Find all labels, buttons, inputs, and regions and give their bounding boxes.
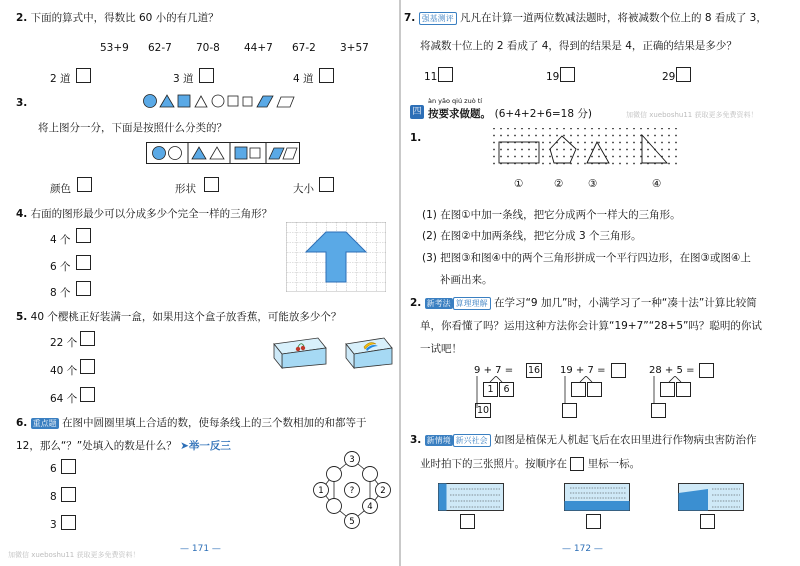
eq-op: =: [597, 365, 606, 376]
q5-question: [16, 309, 341, 324]
figure-label: ①: [514, 178, 524, 190]
eq-term: 9: [474, 365, 481, 376]
grid-dot: [514, 149, 516, 151]
q4-question: [16, 206, 272, 221]
q6-text-line1: 在图中圆圈里填上合适的数，使每条线上的三个数相加的和都等于: [61, 417, 367, 429]
grid-dot: [633, 156, 635, 158]
split-box[interactable]: [660, 382, 675, 397]
q7-option-label: 29: [662, 71, 676, 83]
s2-text-line2: 单，你看懂了吗？运用这种方法你会计算“19+7”“28+5”吗？聪明的你试: [420, 320, 762, 332]
s1-item: (1) 在图①中加一条线，把它分成两个一样大的三角形。: [422, 209, 681, 221]
q4-option-label: 8 个: [50, 287, 71, 299]
grid-dot: [591, 128, 593, 129]
s1-item: (2) 在图②中加两条线，把它分成 3 个三角形。: [422, 230, 642, 242]
q4-option-label: 4 个: [50, 234, 71, 246]
example-result-box: 16: [527, 365, 541, 376]
grid-dot: [661, 135, 663, 137]
grid-dot: [563, 142, 565, 144]
grid-dot: [521, 156, 523, 158]
figure-label: ④: [652, 178, 662, 190]
grid-dot: [507, 149, 509, 151]
grid-dot: [612, 163, 614, 165]
grid-dot: [584, 163, 586, 165]
banana-box-image: [344, 334, 394, 370]
grid-dot: [570, 135, 572, 137]
expression: 53+9: [100, 42, 129, 54]
grid-dot: [675, 149, 677, 151]
grid-dot: [549, 142, 551, 144]
expression: 67-2: [292, 42, 316, 54]
q4-arrow-grid-figure: [286, 222, 386, 292]
q2-text: 下面的算式中，得数比 60 小的有几道？: [30, 12, 219, 24]
drone-photo-1: [438, 483, 504, 511]
grid-dot: [577, 149, 579, 151]
s3-text-line1: 如图是植保无人机起飞后在农田里进行作物病虫害防治作: [493, 434, 757, 446]
grid-dot: [633, 128, 635, 129]
photo-order-box[interactable]: [586, 514, 601, 529]
q5-answer-box[interactable]: [80, 331, 95, 346]
grid-dot: [584, 149, 586, 151]
grid-dot: [493, 135, 495, 137]
grid-dot: [612, 149, 614, 151]
q7-text-line2: 将减数十位上的 2 看成了 4，得到的结果是 4，正确的结果是多少？: [420, 40, 737, 52]
split-box: 1: [483, 382, 498, 397]
eq-term: 7: [495, 365, 502, 376]
q6-option-label: 8: [50, 491, 57, 503]
grid-dot: [549, 135, 551, 137]
expression: 70-8: [196, 42, 220, 54]
q5-option-label: 22 个: [50, 337, 78, 349]
q3-option-label: 形状: [175, 183, 196, 195]
s3-number: 3.: [410, 434, 422, 446]
grid-dot: [661, 149, 663, 151]
grid-dot: [507, 156, 509, 158]
grid-dot: [675, 163, 677, 165]
equation-28-plus-5: [649, 365, 694, 376]
s2-text-line1: 在学习“9 加几”时，小满学习了一种“凑十法”计算比较简: [493, 297, 757, 309]
grid-dot: [598, 128, 600, 129]
grid-dot: [598, 156, 600, 158]
grid-dot: [605, 135, 607, 137]
s2-number: 2.: [410, 297, 422, 309]
q5-option-label: 64 个: [50, 393, 78, 405]
grid-dot: [577, 142, 579, 144]
grid-dot: [626, 128, 628, 129]
q6-text-line2: 12，那么“？”处填入的数是什么？: [16, 440, 177, 452]
grid-dot: [605, 128, 607, 129]
q7-option-label: 11: [424, 71, 438, 83]
q3-number: 3.: [16, 97, 28, 109]
grid-dot: [570, 149, 572, 151]
grid-dot: [542, 156, 544, 158]
section-pinyin: àn yāo qiú zuò tí: [428, 97, 483, 105]
grid-dot: [577, 163, 579, 165]
grid-dot: [493, 149, 495, 151]
grid-dot: [542, 142, 544, 144]
q5-option-label: 40 个: [50, 365, 78, 377]
grid-dot: [619, 163, 621, 165]
grid-dot: [500, 149, 502, 151]
q2-answer-box[interactable]: [319, 68, 334, 83]
grid-dot: [612, 156, 614, 158]
grid-dot: [556, 149, 558, 151]
photo-order-box[interactable]: [460, 514, 475, 529]
q3-answer-box[interactable]: [319, 177, 334, 192]
grid-dot: [563, 156, 565, 158]
grid-dot: [668, 163, 670, 165]
grid-dot: [654, 156, 656, 158]
figure-label: ③: [588, 178, 598, 190]
grid-dot: [661, 128, 663, 129]
grid-dot: [654, 128, 656, 129]
drone-photo-2: [564, 483, 630, 511]
eq-op: +: [664, 365, 674, 376]
grid-dot: [507, 135, 509, 137]
q4-answer-box[interactable]: [76, 255, 91, 270]
grid-dot: [577, 156, 579, 158]
s2-tag: 新考法: [426, 299, 451, 308]
grid-dot: [500, 135, 502, 137]
grid-dot: [654, 142, 656, 144]
s3-text-line3: 里标一标。: [587, 458, 641, 470]
s2-tag: 算理理解: [453, 297, 491, 310]
right-page: [404, 0, 800, 566]
grid-dot: [563, 128, 565, 129]
grid-dot: [626, 149, 628, 151]
expression: 3+57: [340, 42, 369, 54]
grid-dot: [542, 149, 544, 151]
grid-dot: [626, 135, 628, 137]
q2-answer-box[interactable]: [76, 68, 91, 83]
grid-dot: [654, 135, 656, 137]
q4-answer-box[interactable]: [76, 228, 91, 243]
q6-option-label: 3: [50, 519, 57, 531]
eq-op: =: [686, 365, 695, 376]
grid-dot: [626, 142, 628, 144]
grid-dot: [563, 149, 565, 151]
q3-answer-box[interactable]: [204, 177, 219, 192]
grid-dot: [675, 142, 677, 144]
split-box[interactable]: [676, 382, 691, 397]
grid-dot: [633, 135, 635, 137]
grid-dot: [521, 149, 523, 151]
q2-question: [16, 10, 219, 25]
q7-text-line1: 凡凡在计算一道两位数减法题时，将被减数个位上的 8 看成了 3，: [459, 12, 767, 24]
grid-dot: [549, 156, 551, 158]
q7-answer-box[interactable]: [560, 67, 575, 82]
grid-dot: [528, 128, 530, 129]
grid-dot: [647, 149, 649, 151]
s1-number: 1.: [410, 132, 422, 144]
grid-dot: [521, 135, 523, 137]
q7-number: 7.: [404, 12, 416, 24]
s3-text-line2: 业时拍下的三张照片。按顺序在: [420, 458, 567, 470]
grid-dot: [640, 128, 642, 129]
grid-dot: [535, 128, 537, 129]
grid-dot: [577, 135, 579, 137]
circle-label: ?: [349, 486, 355, 496]
ten-box[interactable]: [651, 403, 666, 418]
grid-dot: [605, 142, 607, 144]
q6-option-label: 6: [50, 463, 57, 475]
grid-dot: [668, 142, 670, 144]
grid-dot: [535, 135, 537, 137]
answer-box[interactable]: [699, 363, 714, 378]
split-box[interactable]: [571, 382, 586, 397]
grid-dot: [598, 149, 600, 151]
expression: 44+7: [244, 42, 273, 54]
section-title: 按要求做题。: [428, 108, 491, 120]
q3-option-label: 颜色: [50, 183, 71, 195]
grid-dot: [535, 156, 537, 158]
q4-text: 右面的图形最少可以分成多少个完全一样的三角形？: [30, 208, 273, 220]
ten-box: 10: [476, 405, 490, 416]
grid-dot: [528, 149, 530, 151]
inline-box-icon: [570, 457, 584, 471]
s3-tag: 新情境: [426, 436, 451, 445]
grid-dot: [619, 142, 621, 144]
eq-term: 7: [587, 365, 594, 376]
q5-answer-box[interactable]: [80, 359, 95, 374]
q3-answer-box[interactable]: [77, 177, 92, 192]
grid-dot: [577, 128, 579, 129]
grid-dot: [675, 156, 677, 158]
s2-text-line3: 一试吧！: [420, 343, 462, 355]
grid-dot: [591, 149, 593, 151]
grid-dot: [591, 135, 593, 137]
grid-dot: [549, 163, 551, 165]
grid-dot: [493, 163, 495, 165]
s3-question: [410, 432, 756, 447]
q6-question-line2: [16, 438, 231, 453]
page-number-left: — 171 —: [180, 544, 221, 554]
section-number-icon: 四: [410, 105, 424, 119]
grid-dot: [514, 128, 516, 129]
grid-dot: [584, 156, 586, 158]
grid-dot: [584, 135, 586, 137]
q3-option-label: 大小: [293, 183, 314, 195]
grid-dot: [675, 135, 677, 137]
grid-dot: [493, 142, 495, 144]
grid-dot: [528, 156, 530, 158]
q7-answer-box[interactable]: [438, 67, 453, 82]
grid-dot: [612, 142, 614, 144]
eq-op: +: [483, 365, 492, 376]
q6-question: [16, 415, 366, 430]
eq-term: 28: [649, 365, 662, 376]
section-score: (6+4+2+6=18 分): [494, 108, 592, 120]
grid-dot: [668, 156, 670, 158]
grid-dot: [619, 149, 621, 151]
page-number-right: — 172 —: [562, 544, 603, 554]
grid-dot: [570, 156, 572, 158]
answer-box[interactable]: [611, 363, 626, 378]
q7-question: [404, 10, 767, 25]
grid-dot: [619, 135, 621, 137]
grid-dot: [500, 156, 502, 158]
grid-dot: [619, 156, 621, 158]
s1-dot-grid-figures: [492, 128, 684, 178]
q6-circle-diagram: [310, 448, 394, 532]
grid-dot: [542, 135, 544, 137]
ten-box[interactable]: [562, 403, 577, 418]
q7-answer-box[interactable]: [676, 67, 691, 82]
watermark-left: 加微信 xueboshu11 获取更多免费资料！: [8, 551, 140, 559]
q3-shapes-row: [142, 93, 302, 109]
example-equation: [474, 365, 513, 376]
grid-dot: [514, 156, 516, 158]
grid-dot: [549, 128, 551, 129]
q5-number: 5.: [16, 311, 28, 323]
q5-text: 40 个樱桃正好装满一盒，如果用这个盒子放香蕉，可能放多少个？: [30, 311, 342, 323]
grid-dot: [528, 135, 530, 137]
s3-text-line2-row: [420, 456, 640, 471]
grid-dot: [633, 163, 635, 165]
circle-label: 4: [367, 502, 373, 512]
q4-number: 4.: [16, 208, 28, 220]
q2-option-label: 3 道: [173, 73, 194, 85]
grid-dot: [591, 142, 593, 144]
s3-tag: 新兴社会: [453, 434, 491, 447]
q5-answer-box[interactable]: [80, 387, 95, 402]
grid-dot: [507, 128, 509, 129]
eq-term: 19: [560, 365, 573, 376]
grid-dot: [521, 128, 523, 129]
q2-expressions: [100, 42, 388, 54]
q3-sorted-shapes: [146, 142, 300, 164]
grid-dot: [556, 128, 558, 129]
q2-number: 2.: [16, 12, 28, 24]
grid-dot: [500, 128, 502, 129]
grid-dot: [493, 156, 495, 158]
eq-op: =: [504, 365, 514, 376]
circle-label: 2: [380, 486, 386, 496]
photo-order-box[interactable]: [700, 514, 715, 529]
grid-dot: [612, 135, 614, 137]
q6-answer-box[interactable]: [61, 515, 76, 530]
q6-extension-link-label: 举一反三: [188, 440, 231, 452]
grid-dot: [598, 135, 600, 137]
drone-photo-3: [678, 483, 744, 511]
cherry-box-image: [270, 334, 328, 370]
grid-dot: [556, 135, 558, 137]
eq-term: 5: [676, 365, 683, 376]
watermark-right: 加微信 xueboshu11 获取更多免费资料！: [626, 111, 758, 119]
grid-dot: [584, 142, 586, 144]
circle-label: 5: [349, 517, 355, 527]
grid-dot: [612, 128, 614, 129]
grid-dot: [542, 163, 544, 165]
q2-option-label: 2 道: [50, 73, 71, 85]
grid-dot: [556, 156, 558, 158]
grid-dot: [647, 135, 649, 137]
grid-dot: [535, 149, 537, 151]
equation-19-plus-7: [560, 365, 605, 376]
q3-text: 将上图分一分，下面是按照什么分类的？: [38, 122, 227, 134]
circle-label: 1: [318, 486, 324, 496]
grid-dot: [647, 128, 649, 129]
q6-extension-link[interactable]: ➤举一反三: [180, 440, 231, 452]
section-title-line: [428, 106, 592, 121]
grid-dot: [591, 156, 593, 158]
grid-dot: [598, 142, 600, 144]
grid-dot: [584, 128, 586, 129]
grid-dot: [633, 142, 635, 144]
grid-dot: [647, 156, 649, 158]
q4-answer-box[interactable]: [76, 281, 91, 296]
grid-dot: [619, 128, 621, 129]
grid-dot: [626, 156, 628, 158]
grid-dot: [626, 163, 628, 165]
grid-dot: [633, 149, 635, 151]
grid-dot: [514, 135, 516, 137]
q6-key-tag: 重点题: [32, 419, 57, 428]
s2-question: [410, 295, 757, 310]
grid-dot: [570, 128, 572, 129]
grid-dot: [661, 142, 663, 144]
split-box[interactable]: [587, 382, 602, 397]
q6-answer-box[interactable]: [61, 487, 76, 502]
q2-option-label: 4 道: [293, 73, 314, 85]
eq-op: +: [575, 365, 585, 376]
expression: 62-7: [148, 42, 172, 54]
q7-option-label: 19: [546, 71, 560, 83]
grid-dot: [493, 128, 495, 129]
q6-number: 6.: [16, 417, 28, 429]
grid-dot: [668, 135, 670, 137]
grid-dot: [542, 128, 544, 129]
q6-answer-box[interactable]: [61, 459, 76, 474]
grid-dot: [563, 135, 565, 137]
q2-answer-box[interactable]: [199, 68, 214, 83]
s1-item: 补画出来。: [440, 274, 493, 286]
page-divider: [399, 0, 401, 566]
figure-label: ②: [554, 178, 564, 190]
grid-dot: [605, 149, 607, 151]
s1-item: (3) 把图③和图④中的两个三角形拼成一个平行四边形，在图③或图④上: [422, 252, 751, 264]
grid-dot: [570, 142, 572, 144]
left-page: [0, 0, 396, 566]
grid-dot: [675, 128, 677, 129]
split-box: 6: [499, 382, 514, 397]
q4-option-label: 6 个: [50, 261, 71, 273]
grid-dot: [668, 128, 670, 129]
q7-tag: 强基测评: [419, 12, 457, 25]
circle-label: 3: [349, 455, 355, 465]
grid-dot: [668, 149, 670, 151]
